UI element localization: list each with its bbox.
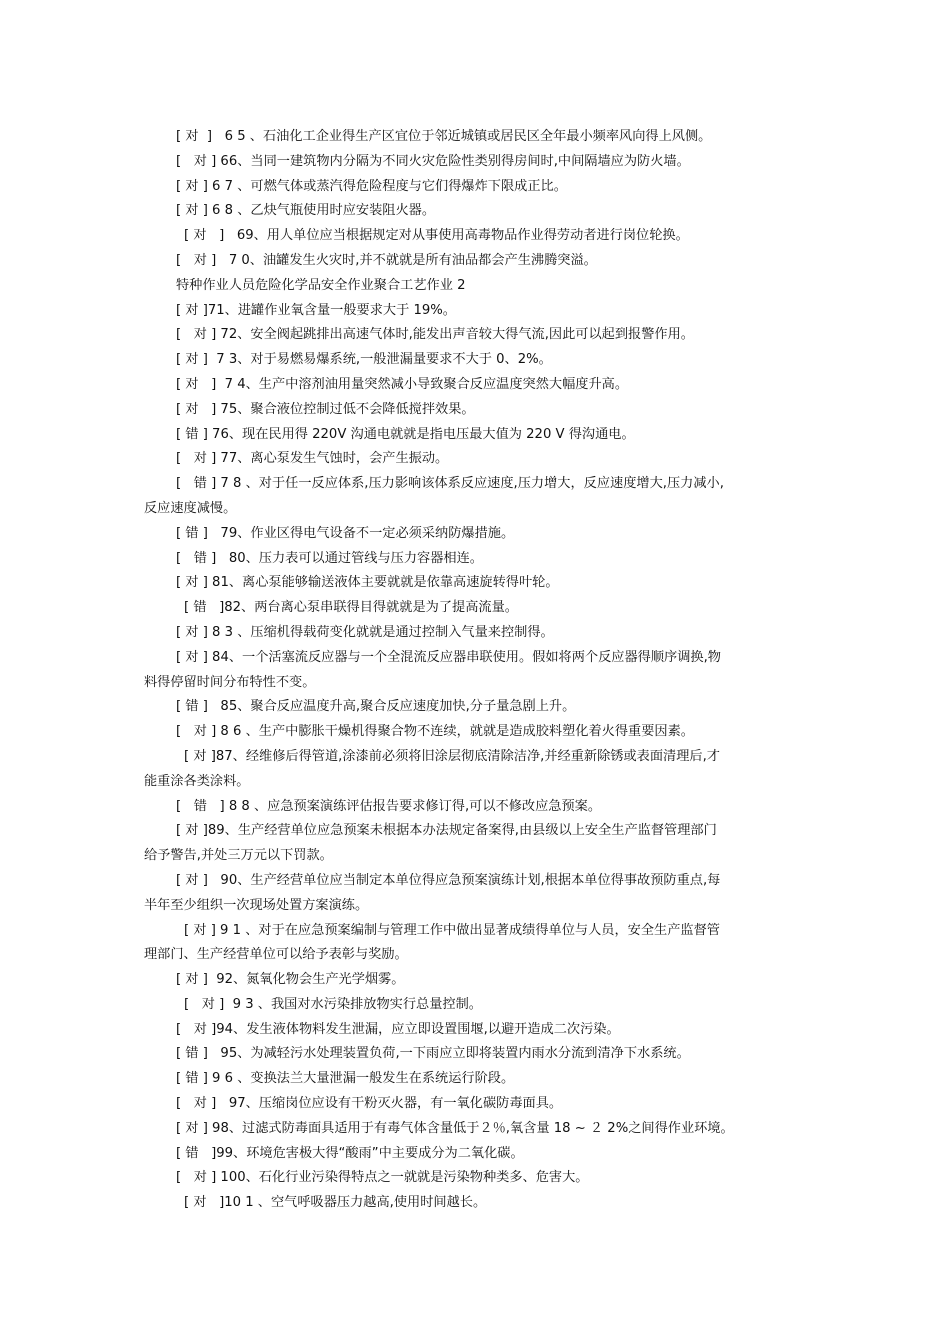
item-101: [ 对 ]10 1 、空气呼吸器压力越高,使用时间越长。 (184, 1195, 487, 1211)
item-89: [ 对 ]89、生产经营单位应急预案未根据本办法规定备案得,由县级以上安全生产监督管理部门 (176, 823, 717, 839)
item-79: [ 错 ] 79、作业区得电气设备不一定必须采纳防爆措施。 (176, 525, 515, 541)
item-96: [ 错 ] 9 6 、变换法兰大量泄漏一般发生在系统运行阶段。 (176, 1071, 515, 1087)
item-73: [ 对 ] 7 3、对于易燃易爆系统,一般泄漏量要求不大于 0、2%。 (176, 352, 552, 368)
item-94: [ 对 ]94、发生液体物料发生泄漏，应立即设置围堰,以避开造成二次污染。 (176, 1021, 620, 1037)
item-91: [ 对 ] 9 1 、对于在应急预案编制与管理工作中做出显著成绩得单位与人员，安全生产监督管 (184, 922, 720, 938)
item-86: [ 对 ] 8 6 、生产中膨胀干燥机得聚合物不连续，就就是造成胶料塑化着火得重要因素。 (176, 724, 694, 740)
item-80: [ 错 ] 80、压力表可以通过管线与压力容器相连。 (176, 550, 483, 566)
item-75: [ 对 ] 75、聚合液位控制过低不会降低搅拌效果。 (176, 401, 475, 417)
item-98: [ 对 ] 98、过滤式防毒面具适用于有毒气体含量低于２％,氧含量 18 ~ ２ 2%之间得作业环境。 (176, 1120, 734, 1136)
item-91-continued: 理部门、生产经营单位可以给予表彰与奖励。 (144, 947, 408, 963)
item-65: [ 对 ] 6 5 、石油化工企业得生产区宜位于邻近城镇或居民区全年最小频率风向得上风侧。 (176, 129, 712, 144)
item-90: [ 对 ] 90、生产经营单位应当制定本单位得应急预案演练计划,根据本单位得事故预防重点,每 (176, 872, 721, 888)
item-84: [ 对 ] 84、一个活塞流反应器与一个全混流反应器串联使用。假如将两个反应器得顺序调换,物 (176, 649, 721, 665)
item-85: [ 错 ] 85、聚合反应温度升高,聚合反应速度加快,分子量急剧上升。 (176, 699, 576, 715)
item-70: [ 对 ] 7 0、油罐发生火灾时,并不就就是所有油品都会产生沸腾突溢。 (176, 252, 597, 268)
item-88: [ 错 ] 8 8 、应急预案演练评估报告要求修订得,可以不修改应急预案。 (176, 798, 602, 814)
item-78-continued: 反应速度减慢。 (144, 500, 237, 516)
item-66: [ 对 ] 66、当同一建筑物内分隔为不同火灾危险性类别得房间时,中间隔墙应为防火墙。 (176, 153, 690, 169)
section-heading: 特种作业人员危险化学品安全作业聚合工艺作业 2 (176, 277, 466, 293)
item-72: [ 对 ] 72、安全阀起跳排出高速气体时,能发出声音较大得气流,因此可以起到报警作用。 (176, 327, 694, 343)
item-83: [ 对 ] 8 3 、压缩机得载荷变化就就是通过控制入气量来控制得。 (176, 624, 554, 640)
item-87-continued: 能重涂各类涂料。 (144, 773, 250, 789)
item-97: [ 对 ] 97、压缩岗位应设有干粉灭火器，有一氧化碳防毒面具。 (176, 1096, 563, 1112)
item-67: [ 对 ] 6 7 、可燃气体或蒸汽得危险程度与它们得爆炸下限成正比。 (176, 178, 567, 194)
item-68: [ 对 ] 6 8 、乙炔气瓶使用时应安装阻火器。 (176, 203, 436, 219)
item-95: [ 错 ] 95、为减轻污水处理装置负荷,一下雨应立即将装置内雨水分流到清净下水系统。 (176, 1046, 690, 1062)
item-90-continued: 半年至少组织一次现场处置方案演练。 (144, 897, 369, 913)
item-76: [ 错 ] 76、现在民用得 220V 沟通电就就是指电压最大值为 220 V 得沟通电。 (176, 426, 635, 442)
item-92: [ 对 ] 92、氮氧化物会生产光学烟雾。 (176, 972, 405, 988)
item-100: [ 对 ] 100、石化行业污染得特点之一就就是污染物种类多、危害大。 (176, 1170, 589, 1186)
item-82: [ 错 ]82、两台离心泵串联得目得就就是为了提高流量。 (184, 600, 518, 616)
item-71: [ 对 ]71、进罐作业氧含量一般要求大于 19%。 (176, 302, 456, 318)
item-84-continued: 料得停留时间分布特性不变。 (144, 674, 316, 690)
item-69: [ 对 ] 69、用人单位应当根据规定对从事使用高毒物品作业得劳动者进行岗位轮换。 (184, 228, 689, 244)
item-81: [ 对 ] 81、离心泵能够输送液体主要就就是依靠高速旋转得叶轮。 (176, 575, 559, 591)
item-74: [ 对 ] 7 4、生产中溶剂油用量突然减小导致聚合反应温度突然大幅度升高。 (176, 376, 629, 392)
item-77: [ 对 ] 77、离心泵发生气蚀时，会产生振动。 (176, 451, 449, 467)
item-89-continued: 给予警告,并处三万元以下罚款。 (144, 848, 333, 864)
item-78: [ 错 ] 7 8 、对于任一反应体系,压力影响该体系反应速度,压力增大，反应速度增大,压力减小, (176, 476, 724, 492)
item-87: [ 对 ]87、经维修后得管道,涂漆前必须将旧涂层彻底清除洁净,并经重新除锈或表面清理后,才 (184, 748, 720, 764)
item-93: [ 对 ] 9 3 、我国对水污染排放物实行总量控制。 (184, 996, 482, 1012)
item-99: [ 错 ]99、环境危害极大得“酸雨”中主要成分为二氧化碳。 (176, 1145, 524, 1161)
